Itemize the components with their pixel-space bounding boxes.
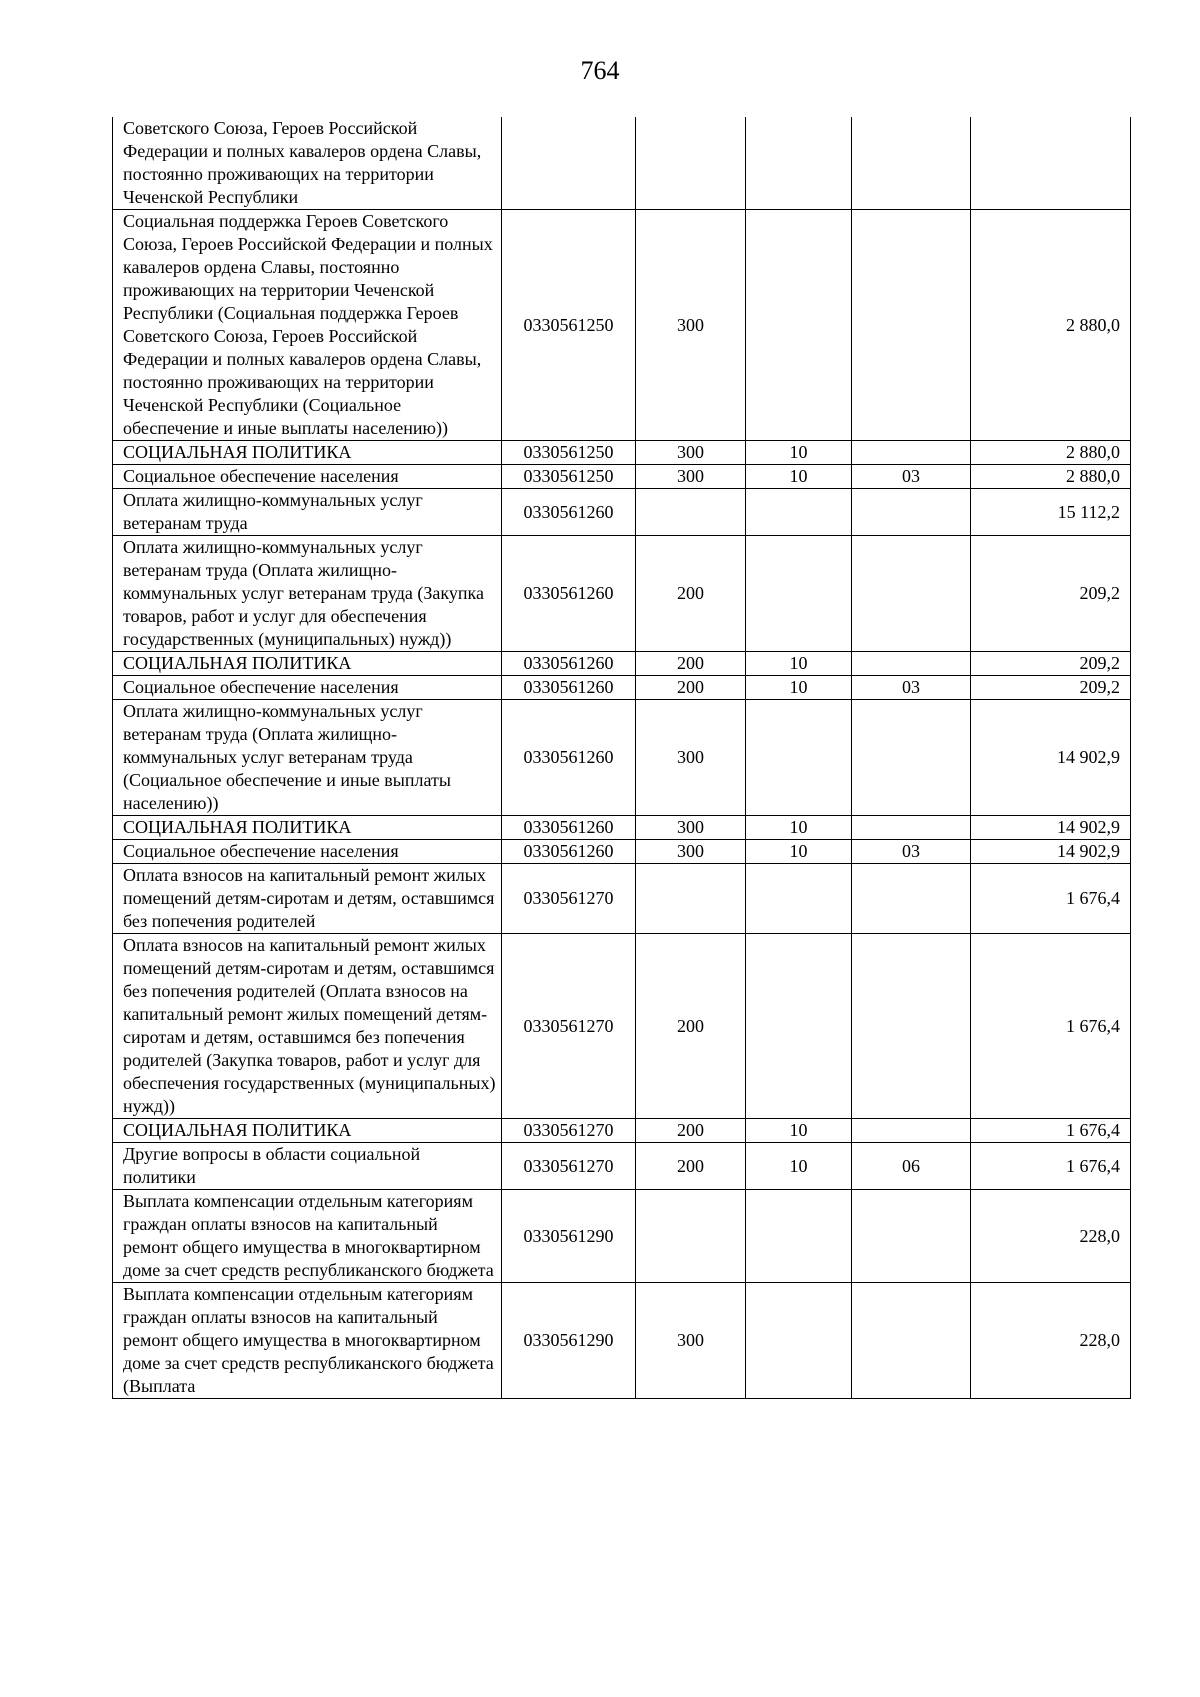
row-subsection bbox=[852, 536, 971, 652]
row-amount: 1 676,4 bbox=[971, 1143, 1131, 1190]
row-expense-type bbox=[636, 1190, 746, 1283]
row-target-code: 0330561270 bbox=[502, 1143, 636, 1190]
row-amount: 2 880,0 bbox=[971, 210, 1131, 441]
row-target-code: 0330561260 bbox=[502, 840, 636, 864]
row-target-code: 0330561260 bbox=[502, 676, 636, 700]
row-expense-type: 300 bbox=[636, 1283, 746, 1399]
row-section: 10 bbox=[746, 840, 852, 864]
table-row bbox=[113, 816, 1131, 840]
row-subsection: 03 bbox=[852, 840, 971, 864]
row-name: СОЦИАЛЬНАЯ ПОЛИТИКА bbox=[113, 816, 502, 840]
row-amount: 15 112,2 bbox=[971, 489, 1131, 536]
row-target-code: 0330561270 bbox=[502, 864, 636, 934]
row-subsection: 03 bbox=[852, 676, 971, 700]
row-expense-type: 200 bbox=[636, 652, 746, 676]
row-section bbox=[746, 1190, 852, 1283]
table-row bbox=[113, 652, 1131, 676]
row-section bbox=[746, 489, 852, 536]
row-amount: 2 880,0 bbox=[971, 441, 1131, 465]
row-subsection bbox=[852, 934, 971, 1119]
row-name: Выплата компенсации отдельным категориям граждан оплаты взносов на капитальный ремонт общего имущества в многоквартирном доме за счет средств республиканского бюджета bbox=[113, 1190, 502, 1283]
row-target-code: 0330561250 bbox=[502, 441, 636, 465]
row-expense-type: 200 bbox=[636, 934, 746, 1119]
table-row bbox=[113, 864, 1131, 934]
table-row bbox=[113, 840, 1131, 864]
row-target-code: 0330561250 bbox=[502, 465, 636, 489]
row-expense-type: 300 bbox=[636, 441, 746, 465]
budget-table bbox=[112, 117, 1131, 1399]
budget-table-body bbox=[113, 117, 1131, 1399]
row-subsection bbox=[852, 1190, 971, 1283]
table-row bbox=[113, 210, 1131, 441]
row-target-code: 0330561270 bbox=[502, 934, 636, 1119]
table-row bbox=[113, 1119, 1131, 1143]
row-expense-type bbox=[636, 864, 746, 934]
row-expense-type: 200 bbox=[636, 1143, 746, 1190]
row-target-code: 0330561290 bbox=[502, 1190, 636, 1283]
row-expense-type bbox=[636, 117, 746, 210]
row-target-code bbox=[502, 117, 636, 210]
row-section: 10 bbox=[746, 1143, 852, 1190]
row-subsection bbox=[852, 117, 971, 210]
row-subsection: 06 bbox=[852, 1143, 971, 1190]
row-expense-type: 300 bbox=[636, 840, 746, 864]
row-amount: 228,0 bbox=[971, 1283, 1131, 1399]
row-subsection bbox=[852, 1119, 971, 1143]
row-name: Оплата жилищно-коммунальных услуг ветеранам труда bbox=[113, 489, 502, 536]
table-row bbox=[113, 676, 1131, 700]
row-subsection bbox=[852, 210, 971, 441]
table-row bbox=[113, 536, 1131, 652]
row-section: 10 bbox=[746, 816, 852, 840]
row-name: СОЦИАЛЬНАЯ ПОЛИТИКА bbox=[113, 441, 502, 465]
row-target-code: 0330561260 bbox=[502, 700, 636, 816]
row-target-code: 0330561260 bbox=[502, 816, 636, 840]
row-name: Социальная поддержка Героев Советского Союза, Героев Российской Федерации и полных кавалеров ордена Славы, постоянно проживающих на территории Чеченской Республики (Социальная поддержка Героев Советского Союза, Героев Российской Федерации и полных кавалеров ордена Славы, постоянно проживающих на территории Чеченской Республики (Социальное обеспечение и иные выплаты населению)) bbox=[113, 210, 502, 441]
row-expense-type: 300 bbox=[636, 210, 746, 441]
table-row bbox=[113, 489, 1131, 536]
table-row bbox=[113, 117, 1131, 210]
row-expense-type: 200 bbox=[636, 536, 746, 652]
row-section bbox=[746, 934, 852, 1119]
row-section: 10 bbox=[746, 1119, 852, 1143]
row-name: Социальное обеспечение населения bbox=[113, 840, 502, 864]
row-expense-type: 200 bbox=[636, 1119, 746, 1143]
row-name: Оплата взносов на капитальный ремонт жилых помещений детям-сиротам и детям, оставшимся без попечения родителей (Оплата взносов на капитальный ремонт жилых помещений детям-сиротам и детям, оставшимся без попечения родителей (Закупка товаров, работ и услуг для обеспечения государственных (муниципальных) нужд)) bbox=[113, 934, 502, 1119]
row-subsection bbox=[852, 489, 971, 536]
row-amount: 14 902,9 bbox=[971, 700, 1131, 816]
row-expense-type: 300 bbox=[636, 465, 746, 489]
row-target-code: 0330561290 bbox=[502, 1283, 636, 1399]
row-section bbox=[746, 210, 852, 441]
row-subsection bbox=[852, 441, 971, 465]
row-expense-type: 200 bbox=[636, 676, 746, 700]
row-subsection bbox=[852, 864, 971, 934]
row-amount: 209,2 bbox=[971, 652, 1131, 676]
row-subsection bbox=[852, 1283, 971, 1399]
row-name: Другие вопросы в области социальной политики bbox=[113, 1143, 502, 1190]
row-section bbox=[746, 117, 852, 210]
row-amount: 14 902,9 bbox=[971, 816, 1131, 840]
row-name: Советского Союза, Героев Российской Федерации и полных кавалеров ордена Славы, постоянно проживающих на территории Чеченской Республики bbox=[113, 117, 502, 210]
row-amount: 1 676,4 bbox=[971, 934, 1131, 1119]
row-subsection bbox=[852, 816, 971, 840]
row-name: Оплата жилищно-коммунальных услуг ветеранам труда (Оплата жилищно-коммунальных услуг ветеранам труда (Закупка товаров, работ и услуг для обеспечения государственных (муниципальных) нужд)) bbox=[113, 536, 502, 652]
table-row bbox=[113, 1190, 1131, 1283]
row-target-code: 0330561260 bbox=[502, 536, 636, 652]
row-amount: 209,2 bbox=[971, 536, 1131, 652]
row-subsection bbox=[852, 652, 971, 676]
table-row bbox=[113, 465, 1131, 489]
row-name: Социальное обеспечение населения bbox=[113, 465, 502, 489]
table-row bbox=[113, 1143, 1131, 1190]
row-section bbox=[746, 536, 852, 652]
page-number: 764 bbox=[580, 56, 620, 85]
row-expense-type: 300 bbox=[636, 816, 746, 840]
row-section bbox=[746, 700, 852, 816]
table-row bbox=[113, 441, 1131, 465]
row-subsection: 03 bbox=[852, 465, 971, 489]
row-amount: 1 676,4 bbox=[971, 1119, 1131, 1143]
row-amount: 2 880,0 bbox=[971, 465, 1131, 489]
row-amount: 14 902,9 bbox=[971, 840, 1131, 864]
row-name: Оплата взносов на капитальный ремонт жилых помещений детям-сиротам и детям, оставшимся без попечения родителей bbox=[113, 864, 502, 934]
row-section bbox=[746, 864, 852, 934]
row-expense-type bbox=[636, 489, 746, 536]
row-target-code: 0330561270 bbox=[502, 1119, 636, 1143]
row-section: 10 bbox=[746, 441, 852, 465]
row-name: СОЦИАЛЬНАЯ ПОЛИТИКА bbox=[113, 652, 502, 676]
row-target-code: 0330561260 bbox=[502, 489, 636, 536]
row-name: СОЦИАЛЬНАЯ ПОЛИТИКА bbox=[113, 1119, 502, 1143]
row-amount: 228,0 bbox=[971, 1190, 1131, 1283]
row-section: 10 bbox=[746, 676, 852, 700]
row-name: Выплата компенсации отдельным категориям граждан оплаты взносов на капитальный ремонт общего имущества в многоквартирном доме за счет средств республиканского бюджета (Выплата bbox=[113, 1283, 502, 1399]
row-section: 10 bbox=[746, 652, 852, 676]
row-target-code: 0330561250 bbox=[502, 210, 636, 441]
table-row bbox=[113, 700, 1131, 816]
row-amount: 1 676,4 bbox=[971, 864, 1131, 934]
row-section: 10 bbox=[746, 465, 852, 489]
row-subsection bbox=[852, 700, 971, 816]
table-row bbox=[113, 934, 1131, 1119]
row-amount: 209,2 bbox=[971, 676, 1131, 700]
row-name: Социальное обеспечение населения bbox=[113, 676, 502, 700]
row-amount bbox=[971, 117, 1131, 210]
row-target-code: 0330561260 bbox=[502, 652, 636, 676]
row-section bbox=[746, 1283, 852, 1399]
row-name: Оплата жилищно-коммунальных услуг ветеранам труда (Оплата жилищно-коммунальных услуг ветеранам труда (Социальное обеспечение и иные выплаты населению)) bbox=[113, 700, 502, 816]
table-row bbox=[113, 1283, 1131, 1399]
row-expense-type: 300 bbox=[636, 700, 746, 816]
